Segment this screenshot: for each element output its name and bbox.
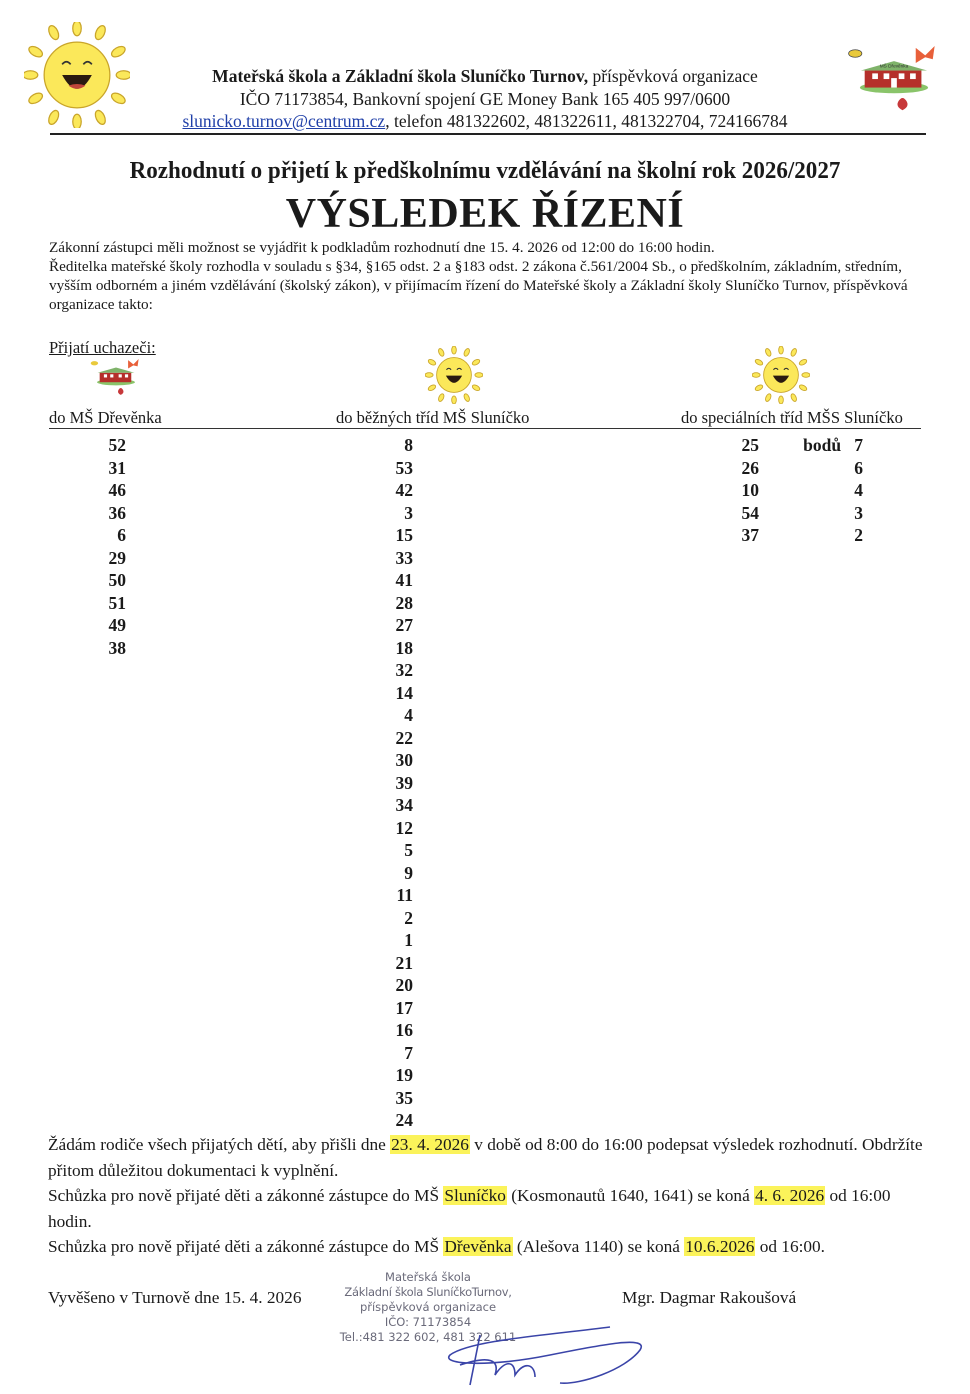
highlighted-school: Dřevěnka	[444, 1237, 512, 1256]
instruction-text: od 16:00.	[755, 1237, 825, 1256]
drevenka-id-list	[90, 434, 126, 659]
instruction-sign-decision	[48, 1132, 938, 1183]
applicant-id: 35	[395, 1087, 413, 1108]
applicant-id: 8	[404, 435, 413, 455]
email-link[interactable]: slunicko.turnov@centrum.cz	[182, 111, 386, 131]
instruction-text: (Kosmonautů 1640, 1641) se koná	[506, 1186, 755, 1205]
handwritten-signature-icon	[430, 1315, 660, 1390]
points-value: 3	[854, 502, 863, 523]
letterhead-divider	[50, 133, 926, 135]
applicant-id: 21	[395, 952, 413, 973]
smiling-sun-icon	[425, 346, 483, 404]
instruction-text: Žádám rodiče všech přijatých dětí, aby přišli dne	[48, 1135, 391, 1154]
instruction-text: v době od 8:00 do 16:00 podepsat výsledek rozhodnutí. Obdržíte přitom důležitou dokumentaci k vyplnění.	[48, 1135, 923, 1180]
phone-numbers: , telefon 481322602, 481322611, 481322704, 724166784	[385, 111, 788, 131]
applicant-id: 41	[395, 570, 413, 590]
stamp-line: Tel.:481 322 602, 481 322 611	[339, 1330, 517, 1344]
applicant-id: 10	[741, 480, 759, 500]
org-name: Mateřská škola a Základní škola Sluníčko Turnov,	[212, 66, 589, 86]
applicant-id: 4	[404, 705, 413, 725]
applicant-id: 25	[741, 435, 759, 455]
instruction-meeting-drevenka	[48, 1234, 938, 1260]
instruction-text: Schůzka pro nově přijaté děti a zákonné zástupce do MŠ	[48, 1186, 444, 1205]
instruction-meeting-slunicko	[48, 1183, 938, 1234]
house-sign-text: MŠ Dřevěnka	[879, 64, 909, 70]
applicant-id: 7	[404, 1042, 413, 1063]
applicant-id: 2	[404, 907, 413, 928]
applicant-id: 27	[395, 615, 413, 635]
slunicko-special-id-list	[720, 434, 759, 547]
applicant-id: 34	[395, 795, 413, 815]
applicant-id: 39	[395, 772, 413, 793]
slunicko-regular-id-list	[370, 434, 413, 1132]
points-value: 4	[854, 480, 863, 500]
points-label: bodů	[803, 435, 842, 455]
applicant-id: 49	[108, 615, 126, 635]
instruction-text: od 16:00 hodin.	[48, 1186, 891, 1231]
applicant-id: 5	[404, 840, 413, 860]
accepted-applicants-label: Přijatí uchazeči:	[49, 338, 156, 357]
points-value: 2	[854, 525, 863, 545]
applicant-id: 3	[404, 502, 413, 523]
applicant-id: 31	[108, 457, 126, 478]
applicant-id: 28	[395, 592, 413, 613]
stamp-line: IČO: 71173854	[384, 1315, 472, 1329]
applicant-id: 30	[395, 750, 413, 770]
applicant-id: 36	[108, 502, 126, 523]
slunicko-special-points-list	[790, 434, 863, 547]
points-value: 6	[854, 457, 863, 478]
instruction-text: Schůzka pro nově přijaté děti a zákonné zástupce do MŠ	[48, 1237, 444, 1256]
applicant-id: 6	[117, 525, 126, 545]
points-row-first	[790, 434, 863, 457]
smiling-sun-icon	[752, 346, 810, 404]
intro-text	[49, 238, 929, 314]
points-value: 7	[854, 435, 863, 455]
applicant-id: 9	[404, 862, 413, 883]
applicant-id: 51	[108, 592, 126, 613]
org-contact-line	[140, 111, 830, 132]
document-subtitle: Rozhodnutí o přijetí k předškolnímu vzdělávání na školní rok 2026/2027	[129, 158, 841, 184]
column-heading-underline	[49, 428, 921, 429]
applicant-id: 52	[108, 435, 126, 455]
intro-paragraph-2: Ředitelka mateřské školy rozhodla v souladu s §34, §165 odst. 2 a §183 odst. 2 zákona č.561/2004 Sb., o předškolním, základním, středním, vyšším odborném a jiném vzdělávání (školský zákon), v přijímacím řízení do Mateřské školy a Základní školy Sluníčko Turnov, příspěvková organizace takto:	[49, 258, 908, 313]
highlighted-date: 10.6.2026	[685, 1237, 755, 1256]
applicant-id: 19	[395, 1065, 413, 1085]
stamp-line: Základní škola SluníčkoTurnov,	[344, 1285, 512, 1299]
applicant-id: 29	[108, 547, 126, 568]
applicant-id: 26	[741, 457, 759, 478]
applicant-id: 33	[395, 547, 413, 568]
column-heading-slunicko-special: do speciálních tříd MŠS Sluníčko	[681, 408, 903, 427]
applicant-id: 38	[108, 637, 126, 658]
applicant-id: 11	[396, 885, 413, 905]
school-house-icon	[86, 358, 146, 398]
applicant-id: 16	[395, 1020, 413, 1040]
applicant-id: 17	[395, 997, 413, 1018]
applicant-id: 54	[741, 502, 759, 523]
applicant-id: 42	[395, 480, 413, 500]
applicant-id: 12	[395, 817, 413, 838]
applicant-id: 1	[404, 930, 413, 950]
applicant-id: 50	[108, 570, 126, 590]
school-house-icon	[842, 44, 946, 116]
applicant-id: 32	[395, 660, 413, 680]
stamp-line: Mateřská škola	[385, 1270, 471, 1284]
highlighted-date: 4. 6. 2026	[755, 1186, 825, 1205]
applicant-id: 46	[108, 480, 126, 500]
stamp-line: příspěvková organizace	[359, 1300, 497, 1314]
instruction-text: (Alešova 1140) se koná	[512, 1237, 685, 1256]
org-type: příspěvková organizace	[588, 66, 758, 86]
signer-name: Mgr. Dagmar Rakoušová	[622, 1288, 797, 1307]
applicant-id: 37	[741, 525, 759, 545]
org-name-line	[140, 66, 830, 87]
posted-date: Vyvěšeno v Turnově dne 15. 4. 2026	[48, 1288, 302, 1307]
intro-paragraph-1: Zákonní zástupci měli možnost se vyjádřit k podkladům rozhodnutí dne 15. 4. 2026 od 12:00 do 16:00 hodin.	[49, 239, 715, 256]
column-heading-slunicko-regular: do běžných tříd MŠ Sluníčko	[336, 408, 530, 427]
instructions	[48, 1132, 938, 1260]
column-heading-drevenka: do MŠ Dřevěnka	[49, 408, 162, 427]
applicant-id: 15	[395, 525, 413, 545]
highlighted-date: 23. 4. 2026	[391, 1135, 469, 1154]
applicant-id: 53	[395, 457, 413, 478]
applicant-id: 24	[395, 1110, 413, 1130]
document-title: VÝSLEDEK ŘÍZENÍ	[285, 191, 685, 237]
applicant-id: 22	[395, 727, 413, 748]
applicant-id: 20	[395, 975, 413, 995]
smiling-sun-icon	[24, 22, 130, 128]
highlighted-school: Sluníčko	[444, 1186, 506, 1205]
applicant-id: 18	[395, 637, 413, 658]
applicant-id: 14	[395, 682, 413, 703]
org-ico-bank: IČO 71173854, Bankovní spojení GE Money Bank 165 405 997/0600	[239, 89, 731, 109]
